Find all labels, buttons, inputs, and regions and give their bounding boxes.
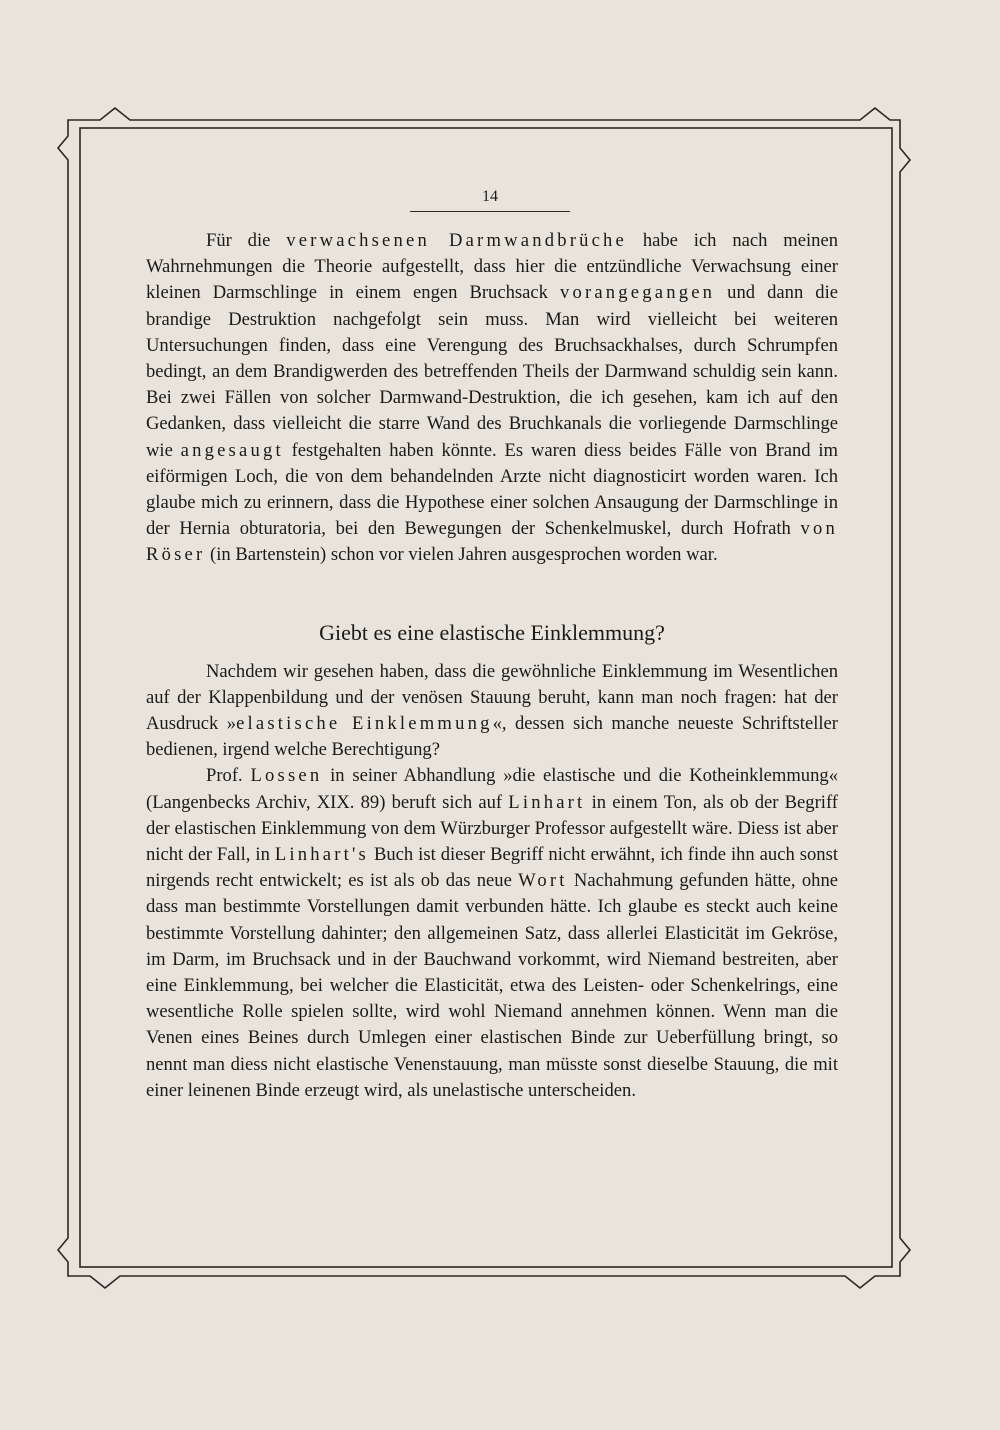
emphasis-wort: Wort	[518, 870, 568, 892]
paragraph-darmwandbrueche: Für die verwachsenen Darmwandbrüche habe ich nach meinen Wahrnehmungen die Theorie aufgestellt, dass hier die entzündliche Verwachsung einer kleinen Darmschlinge in einem engen Bruchsack vorangegangen und dann die brandige Destruktion nachgefolgt sein muss. Man wird vielleicht bei weiteren Untersuchungen finden, dass eine Verengung des Bruchsackhalses, durch Schrumpfen bedingt, an dem Brandigwerden des betreffenden Theils der Darmwand schuldig sein kann. Bei zwei Fällen von solcher Darmwand-Destruktion, die ich gesehen, kam ich auf den Gedanken, dass vielleicht die starre Wand des Bruchkanals die vorliegende Darmschlinge wie angesaugt festgehalten haben könnte. Es waren diess beides Fälle von Brand im eiförmigen Loch, die von dem behandelnden Arzte nicht diagnosticirt worden waren. Ich glaube mich zu erinnern, dass die Hypothese einer solchen Ansaugung der Darmschlinge in der Hernia obturatoria, bei den Bewegungen der Schenkelmuskel, durch Hofrath von Röser (in Bartenstein) schon vor vielen Jahren ausgesprochen worden war.	[146, 230, 838, 566]
emphasis-linhart: Linhart	[508, 791, 586, 813]
page-number: 14	[482, 188, 498, 205]
emphasis-von-roeser: von Röser	[146, 518, 838, 566]
emphasis-vorangegangen: vorangegangen	[559, 282, 716, 304]
page-body	[146, 228, 838, 1104]
paragraph-lossen: Prof. Lossen in seiner Abhandlung »die elastische und die Kotheinklemmung« (Langenbecks Archiv, XIX. 89) beruft sich auf Linhart in einem Ton, als ob der Begriff der elastischen Einklemmung von dem Würzburger Professor aufgestellt wäre. Diess ist aber nicht der Fall, in Linhart's Buch ist dieser Begriff nicht erwähnt, ich finde ihn auch sonst nirgends recht entwickelt; es ist als ob das neue Wort Nachahmung gefunden hätte, ohne dass man bestimmte Vorstellungen damit verbunden hätte. Ich glaube es steckt auch keine bestimmte Vorstellung dahinter; den allgemeinen Satz, dass allerlei Elasticität im Gekröse, im Darm, im Bruchsack und in der Bauchwand vorkommt, wird Niemand bestreiten, aber eine Einklemmung, bei welcher die Elasticität, etwa des Leisten- oder Schenkelrings, eine wesentliche Rolle spielen sollte, wird wohl Niemand annehmen können. Wenn man die Venen eines Beines durch Umlegen einer elastischen Binde zur Ueberfüllung bringt, so nennt man diess nicht elastische Venenstauung, man müsste sonst dieselbe Stauung, die mit einer leinenen Binde erzeugt wird, als unelastische unterscheiden.	[146, 765, 839, 1101]
page-number-rule	[410, 211, 570, 212]
emphasis-linharts: Linhart's	[274, 844, 369, 866]
emphasis-angesaugt: angesaugt	[180, 439, 284, 461]
section-heading: Giebt es eine elastische Einklemmung?	[319, 619, 665, 645]
emphasis-verwachsenen-darmwandbrueche: verwachsenen Darmwandbrüche	[286, 230, 627, 251]
paragraph-elastische-einklemmung: Nachdem wir gesehen haben, dass die gewöhnliche Einklemmung im Wesentlichen auf der Klappenbildung und der venösen Stauung beruht, kann man noch fragen: hat der Ausdruck »elastische Einklemmung«, dessen sich manche neueste Schriftsteller bedienen, irgend welche Berechtigung?	[146, 660, 838, 761]
emphasis-lossen: Lossen	[250, 765, 323, 787]
emphasis-elastische-einklemmung: elastische Einklemmung	[236, 713, 493, 735]
